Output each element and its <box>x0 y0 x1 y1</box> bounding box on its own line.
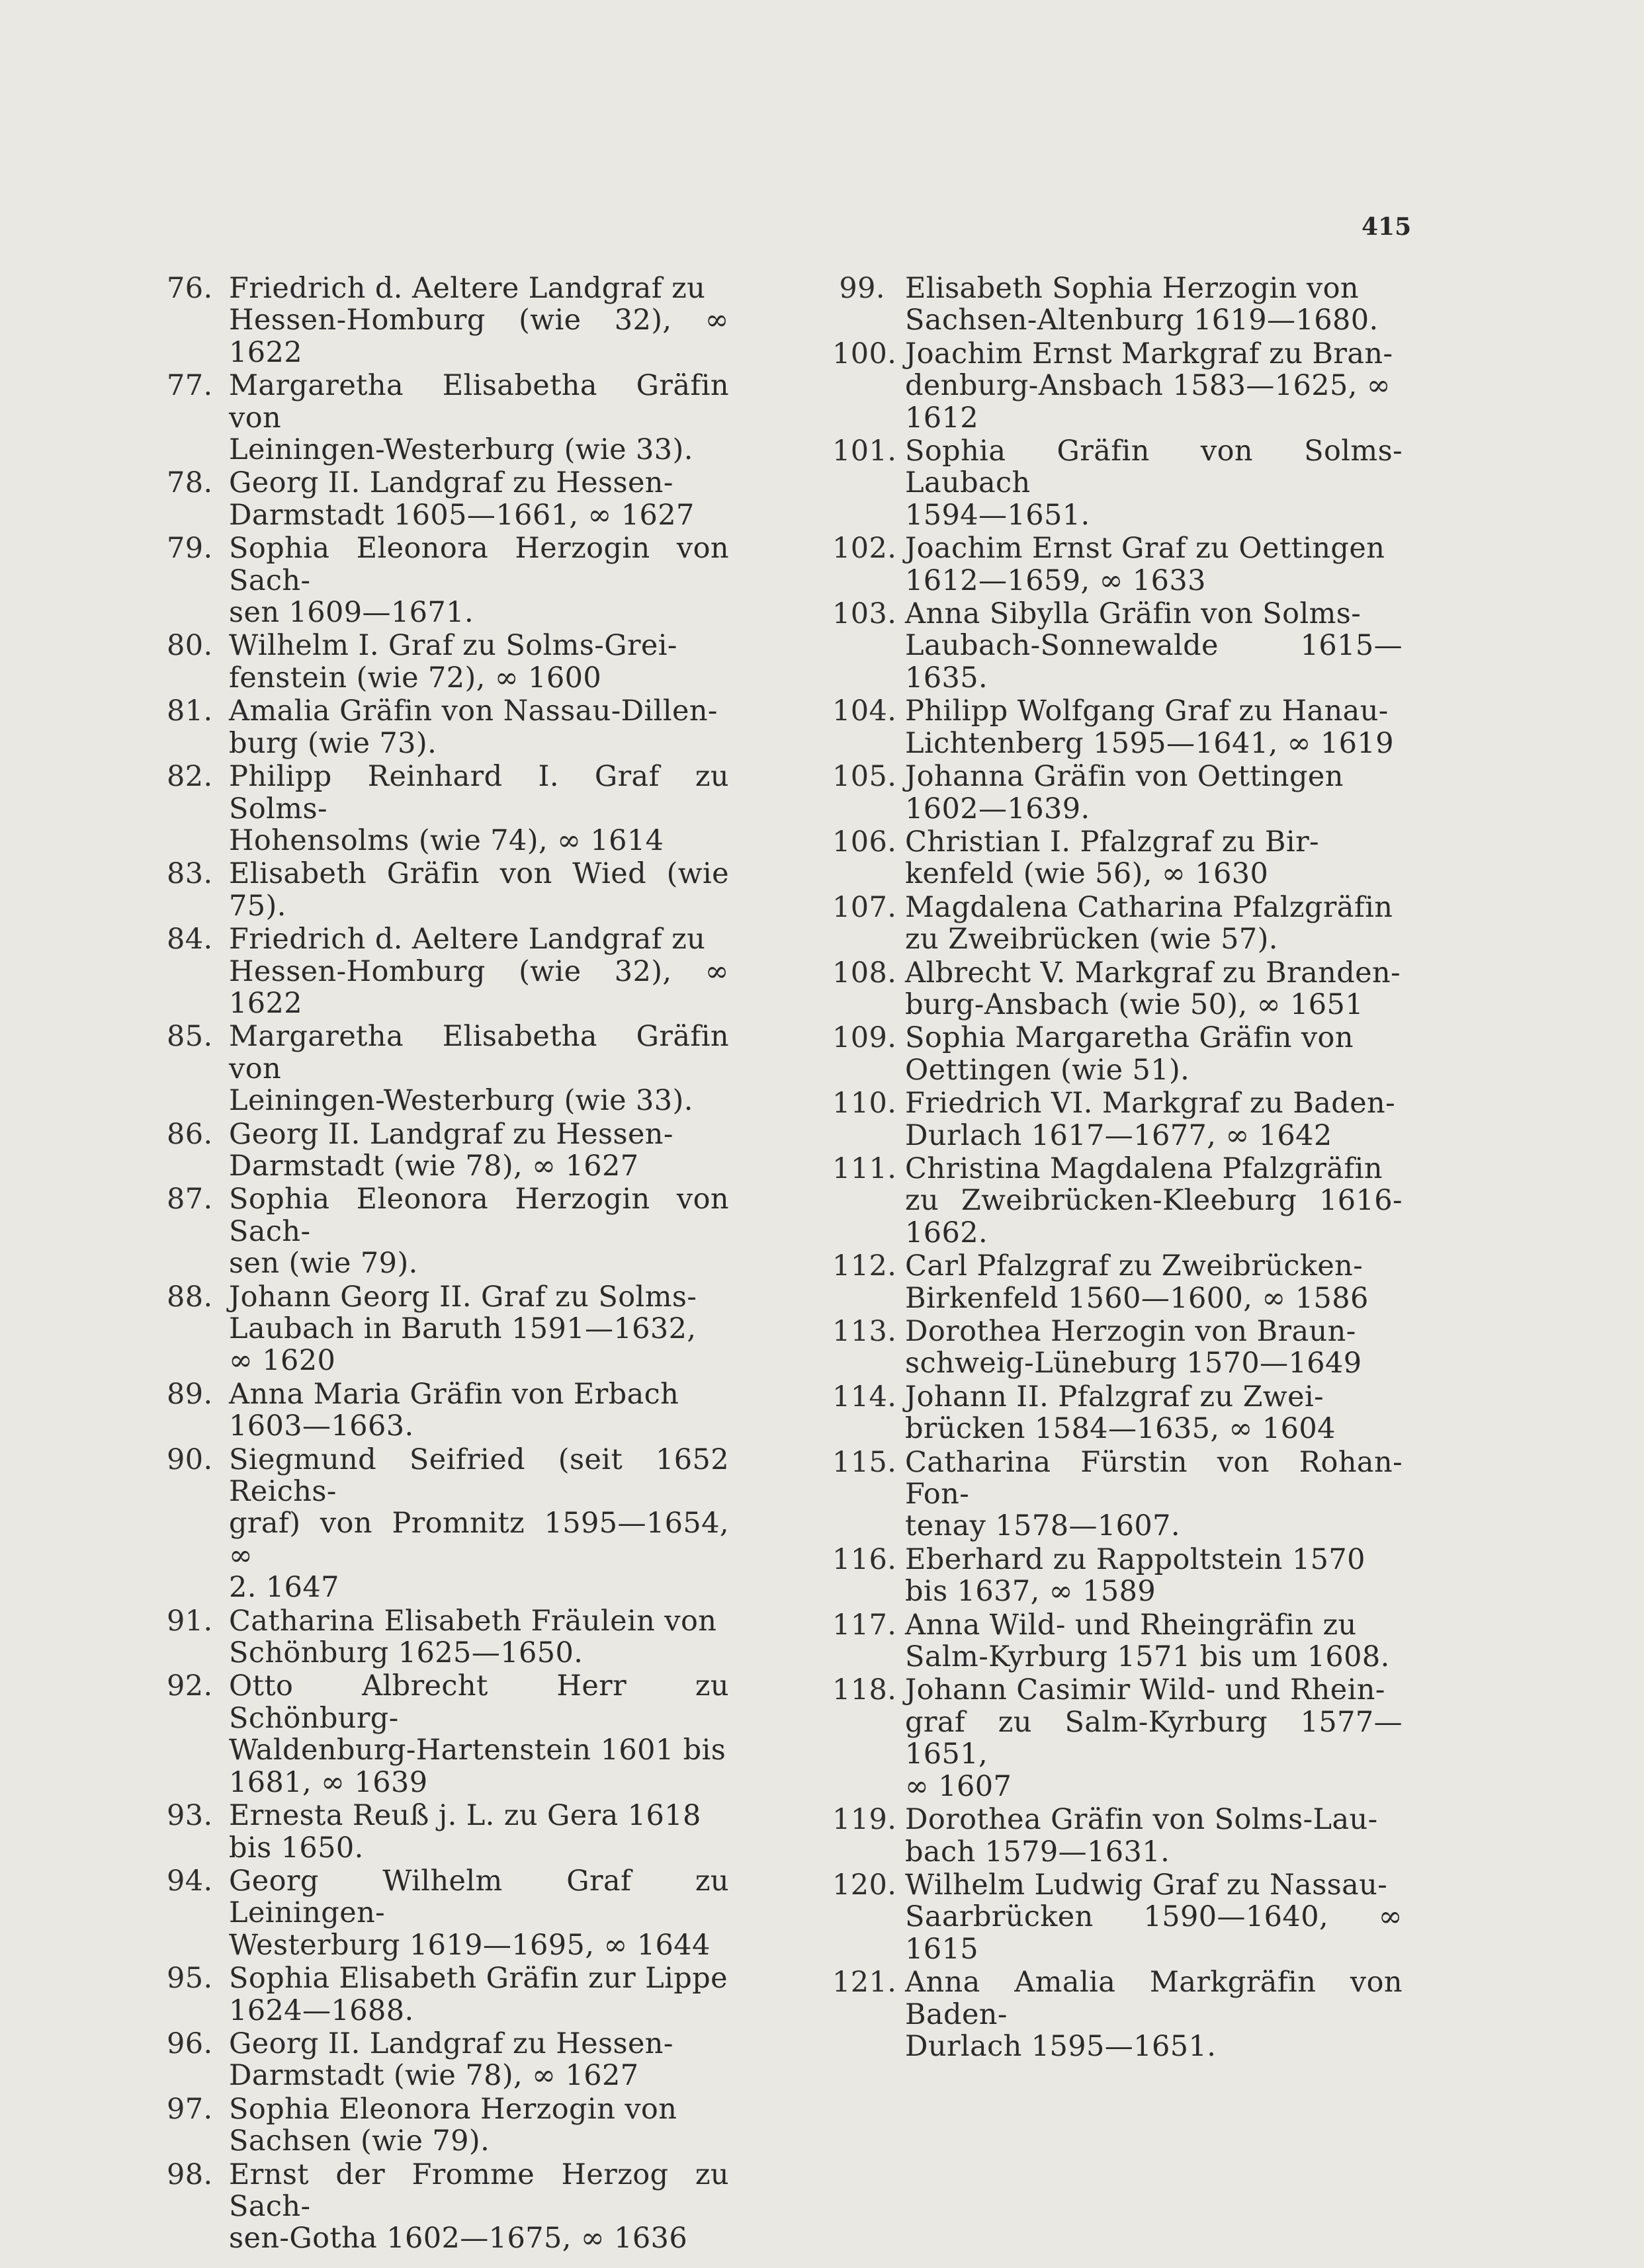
entry-number: 102. <box>832 532 897 566</box>
entry-text: Margaretha Elisabetha Gräfin von Leiningen-Westerburg (wie 33). <box>229 369 729 467</box>
list-item <box>832 892 1403 956</box>
list-item <box>832 957 1403 1021</box>
list-item <box>167 761 729 857</box>
list-item <box>167 467 729 531</box>
entry-number: 116. <box>832 1542 897 1576</box>
entry-number: 111. <box>832 1152 897 1185</box>
entry-text: Otto Albrecht Herr zu Schönburg- Waldenburg-Hartenstein 1601 bis 1681, ∞ 1639 <box>229 1669 729 1799</box>
entry-text: Georg II. Landgraf zu Hessen- Darmstadt 1605—1661, ∞ 1627 <box>229 466 695 532</box>
list-item <box>167 2159 729 2255</box>
entry-number: 93. <box>167 1799 213 1833</box>
list-item <box>167 1865 729 1961</box>
right-column <box>832 273 1403 2064</box>
list-item <box>167 2028 729 2092</box>
entry-text: Johann Georg II. Graf zu Solms- Laubach in Baruth 1591—1632, ∞ 1620 <box>229 1280 697 1378</box>
list-item <box>832 761 1403 825</box>
entry-number: 84. <box>167 923 213 956</box>
list-item <box>167 1183 729 1279</box>
entry-text: Elisabeth Sophia Herzogin von Sachsen-Altenburg 1619—1680. <box>905 272 1379 337</box>
list-item <box>832 1381 1403 1445</box>
list-item <box>167 1118 729 1183</box>
entry-number: 97. <box>167 2092 213 2126</box>
entry-number: 112. <box>832 1249 897 1283</box>
entry-number: 83. <box>167 857 213 891</box>
page-number: 415 <box>1362 213 1412 241</box>
entry-text: Wilhelm I. Graf zu Solms-Grei- fenstein (wie 72), ∞ 1600 <box>229 629 677 694</box>
list-item <box>167 630 729 694</box>
entry-number: 117. <box>832 1608 897 1642</box>
entry-text: Johann II. Pfalzgraf zu Zwei- brücken 1584—1635, ∞ 1604 <box>905 1380 1336 1446</box>
entry-text: Dorothea Herzogin von Braun- schweig-Lüneburg 1570—1649 <box>905 1315 1362 1380</box>
entry-text: Elisabeth Gräfin von Wied (wie 75). <box>229 857 729 923</box>
list-item <box>832 1022 1403 1086</box>
list-item <box>832 1869 1403 1965</box>
entry-text: Amalia Gräfin von Nassau-Dillen- burg (wie 73). <box>229 694 718 760</box>
entry-text: Magdalena Catharina Pfalzgräfin zu Zweibrücken (wie 57). <box>905 890 1393 956</box>
list-item <box>167 1444 729 1604</box>
list-item <box>167 273 729 368</box>
entry-text: Sophia Gräfin von Solms-Laubach 1594—1651. <box>905 435 1403 532</box>
entry-text: Anna Wild- und Rheingräfin zu Salm-Kyrburg 1571 bis um 1608. <box>905 1608 1390 1674</box>
entry-number: 87. <box>167 1183 213 1216</box>
entry-text: Sophia Eleonora Herzogin von Sach- sen 1609—1671. <box>229 532 729 630</box>
entry-text: Sophia Margaretha Gräfin von Oettingen (wie 51). <box>905 1021 1354 1087</box>
list-item <box>832 826 1403 890</box>
list-item <box>832 1544 1403 1608</box>
entry-text: Philipp Wolfgang Graf zu Hanau- Lichtenberg 1595—1641, ∞ 1619 <box>905 694 1394 760</box>
list-item <box>832 1087 1403 1152</box>
list-item <box>167 1670 729 1798</box>
entry-number: 77. <box>167 369 213 403</box>
list-item <box>167 532 729 628</box>
entry-number: 105. <box>832 760 897 794</box>
entry-number: 114. <box>832 1380 897 1413</box>
list-item <box>167 1962 729 2027</box>
entry-text: Eberhard zu Rappoltstein 1570 bis 1637, ∞ 1589 <box>905 1542 1365 1609</box>
list-item <box>167 923 729 1019</box>
list-item <box>832 273 1403 337</box>
list-item <box>832 1316 1403 1380</box>
list-item <box>832 1447 1403 1542</box>
entry-number: 82. <box>167 760 213 794</box>
entry-number: 107. <box>832 890 897 924</box>
list-item <box>832 1966 1403 2062</box>
entry-text: Georg II. Landgraf zu Hessen- Darmstadt (wie 78), ∞ 1627 <box>229 2027 673 2093</box>
entry-text: Joachim Ernst Graf zu Oettingen 1612—1659, ∞ 1633 <box>905 532 1385 597</box>
entry-number: 92. <box>167 1669 213 1703</box>
entry-text: Albrecht V. Markgraf zu Branden- burg-Ansbach (wie 50), ∞ 1651 <box>905 956 1401 1021</box>
list-item <box>167 1605 729 1669</box>
entry-text: Georg II. Landgraf zu Hessen- Darmstadt (wie 78), ∞ 1627 <box>229 1117 673 1183</box>
entry-text: Georg Wilhelm Graf zu Leiningen- Westerburg 1619—1695, ∞ 1644 <box>229 1864 729 1962</box>
entry-text: Philipp Reinhard I. Graf zu Solms- Hohensolms (wie 74), ∞ 1614 <box>229 760 729 857</box>
entry-text: Anna Maria Gräfin von Erbach 1603—1663. <box>229 1377 679 1443</box>
list-item <box>167 1281 729 1377</box>
entry-number: 109. <box>832 1021 897 1055</box>
entry-number: 94. <box>167 1864 213 1898</box>
entry-text: Sophia Eleonora Herzogin von Sachsen (wie 79). <box>229 2092 677 2158</box>
entry-text: Christina Magdalena Pfalzgräfin zu Zweibrücken-Kleeburg 1616-1662. <box>905 1152 1403 1249</box>
list-item <box>832 435 1403 531</box>
list-item <box>832 532 1403 597</box>
entry-text: Anna Sibylla Gräfin von Solms- Laubach-Sonnewalde 1615—1635. <box>905 597 1403 694</box>
list-item <box>832 598 1403 694</box>
list-item <box>167 1021 729 1116</box>
list-item <box>167 695 729 759</box>
entry-text: Joachim Ernst Markgraf zu Bran- denburg-Ansbach 1583—1625, ∞ 1612 <box>905 337 1393 435</box>
list-item <box>167 370 729 466</box>
entry-number: 88. <box>167 1280 213 1314</box>
entry-text: Ernst der Fromme Herzog zu Sach- sen-Gotha 1602—1675, ∞ 1636 <box>229 2158 729 2255</box>
list-item <box>832 1153 1403 1249</box>
list-item <box>832 1674 1403 1802</box>
entry-number: 99. <box>839 272 885 305</box>
entry-number: 86. <box>167 1117 213 1151</box>
entry-text: Carl Pfalzgraf zu Zweibrücken- Birkenfeld 1560—1600, ∞ 1586 <box>905 1249 1369 1315</box>
list-item <box>167 858 729 922</box>
list-item <box>167 2093 729 2158</box>
entry-number: 108. <box>832 956 897 989</box>
entry-text: Sophia Eleonora Herzogin von Sach- sen (wie 79). <box>229 1183 729 1281</box>
entry-number: 119. <box>832 1803 897 1837</box>
entry-number: 91. <box>167 1604 213 1638</box>
entry-text: Johanna Gräfin von Oettingen 1602—1639. <box>905 760 1344 825</box>
entry-text: Johann Casimir Wild- und Rhein- graf zu Salm-Kyrburg 1577—1651, ∞ 1607 <box>905 1673 1403 1803</box>
list-item <box>167 1378 729 1443</box>
entry-number: 104. <box>832 694 897 728</box>
entry-text: Catharina Fürstin von Rohan-Fon- tenay 1578—1607. <box>905 1445 1403 1543</box>
entry-number: 96. <box>167 2027 213 2060</box>
list-item <box>832 338 1403 434</box>
entry-text: Catharina Elisabeth Fräulein von Schönburg 1625—1650. <box>229 1604 717 1670</box>
entry-text: Friedrich VI. Markgraf zu Baden- Durlach 1617—1677, ∞ 1642 <box>905 1087 1396 1152</box>
entry-text: Wilhelm Ludwig Graf zu Nassau- Saarbrücken 1590—1640, ∞ 1615 <box>905 1868 1403 1966</box>
entry-number: 120. <box>832 1868 897 1902</box>
entry-number: 98. <box>167 2158 213 2191</box>
entry-text: Siegmund Seifried (seit 1652 Reichs- graf) von Promnitz 1595—1654, ∞ 2. 1647 <box>229 1443 729 1605</box>
entry-text: Ernesta Reuß j. L. zu Gera 1618 bis 1650. <box>229 1799 701 1865</box>
entry-number: 80. <box>167 629 213 663</box>
entry-number: 95. <box>167 1962 213 1995</box>
entry-number: 106. <box>832 825 897 859</box>
list-item <box>167 1800 729 1864</box>
list-item <box>832 1609 1403 1673</box>
list-item <box>832 1250 1403 1314</box>
entry-text: Margaretha Elisabetha Gräfin von Leiningen-Westerburg (wie 33). <box>229 1020 729 1118</box>
left-column <box>167 273 729 2256</box>
entry-text: Friedrich d. Aeltere Landgraf zu Hessen-Homburg (wie 32), ∞ 1622 <box>229 923 729 1020</box>
entry-number: 113. <box>832 1315 897 1348</box>
entry-number: 103. <box>832 597 897 631</box>
entry-number: 121. <box>832 1966 897 1999</box>
entry-number: 110. <box>832 1087 897 1120</box>
entry-text: Sophia Elisabeth Gräfin zur Lippe 1624—1688. <box>229 1962 728 2027</box>
entry-number: 89. <box>167 1377 213 1411</box>
list-item <box>832 695 1403 759</box>
entry-number: 100. <box>832 337 897 370</box>
entry-text: Friedrich d. Aeltere Landgraf zu Hessen-Homburg (wie 32), ∞ 1622 <box>229 272 729 369</box>
entry-text: Anna Amalia Markgräfin von Baden- Durlach 1595—1651. <box>905 1966 1403 2063</box>
entry-number: 85. <box>167 1020 213 1054</box>
entry-text: Dorothea Gräfin von Solms-Lau- bach 1579—1631. <box>905 1803 1378 1869</box>
entry-number: 79. <box>167 532 213 566</box>
entry-number: 101. <box>832 435 897 468</box>
entry-number: 76. <box>167 272 213 305</box>
entry-number: 81. <box>167 694 213 728</box>
entry-number: 115. <box>832 1445 897 1479</box>
entry-number: 90. <box>167 1443 213 1476</box>
entry-number: 78. <box>167 466 213 500</box>
list-item <box>832 1804 1403 1868</box>
entry-text: Christian I. Pfalzgraf zu Bir- kenfeld (wie 56), ∞ 1630 <box>905 825 1319 891</box>
entry-number: 118. <box>832 1673 897 1707</box>
